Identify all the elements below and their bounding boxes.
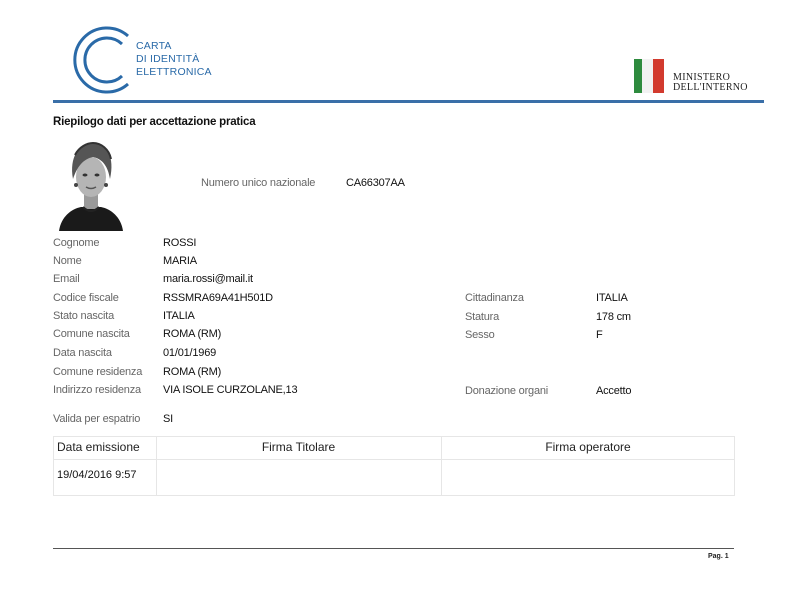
page-title: Riepilogo dati per accettazione pratica [53,116,256,128]
logo-line-3: ELETTRONICA [136,66,212,78]
signature-table [53,436,735,496]
field-value-cognome: ROSSI [163,237,197,249]
table-header-data-emissione: Data emissione [57,440,140,454]
field-label-codice-fiscale: Codice fiscale [53,292,119,304]
italian-flag-icon [634,59,664,93]
page-number: Pag. 1 [708,553,729,560]
ministry-name [673,73,748,93]
field-label-indirizzo-residenza: Indirizzo residenza [53,384,141,396]
field-label-comune-nascita: Comune nascita [53,328,130,340]
table-cell-data-emissione: 19/04/2016 9:57 [57,469,137,481]
field-value-donazione-organi: Accetto [596,385,632,397]
ministry-line-2: DELL'INTERNO [673,82,748,93]
cie-logo-text [136,40,212,79]
field-label-email: Email [53,273,80,285]
field-label-statura: Statura [465,311,500,323]
logo-line-1: CARTA [136,40,172,52]
field-label-data-nascita: Data nascita [53,347,112,359]
field-value-email: maria.rossi@mail.it [163,273,253,285]
field-value-indirizzo-residenza: VIA ISOLE CURZOLANE,13 [163,384,298,396]
field-label-nome: Nome [53,255,82,267]
field-value-statura: 178 cm [596,311,631,323]
field-value-cittadinanza: ITALIA [596,292,628,304]
field-label-sesso: Sesso [465,329,495,341]
header-divider [53,100,764,103]
field-label-comune-residenza: Comune residenza [53,366,143,378]
numero-unico-label: Numero unico nazionale [201,177,316,189]
table-header-firma-titolare: Firma Titolare [261,440,336,454]
footer-divider [53,548,734,549]
field-label-cognome: Cognome [53,237,100,249]
ministry-line-1: MINISTERO [673,72,731,83]
holder-photo [53,137,129,231]
field-value-valida-espatrio: SI [163,413,173,425]
field-value-comune-nascita: ROMA (RM) [163,328,222,340]
cie-logo-icon [68,24,134,96]
field-value-stato-nascita: ITALIA [163,310,195,322]
field-label-stato-nascita: Stato nascita [53,310,114,322]
field-value-sesso: F [596,329,603,341]
field-value-nome: MARIA [163,255,197,267]
table-header-firma-operatore: Firma operatore [545,440,631,454]
field-value-comune-residenza: ROMA (RM) [163,366,222,378]
field-label-donazione-organi: Donazione organi [465,385,549,397]
field-value-data-nascita: 01/01/1969 [163,347,217,359]
field-label-valida-espatrio: Valida per espatrio [53,413,141,425]
field-label-cittadinanza: Cittadinanza [465,292,524,304]
field-value-codice-fiscale: RSSMRA69A41H501D [163,292,273,304]
numero-unico-value: CA66307AA [346,177,405,189]
logo-line-2: DI IDENTITÀ [136,53,200,65]
